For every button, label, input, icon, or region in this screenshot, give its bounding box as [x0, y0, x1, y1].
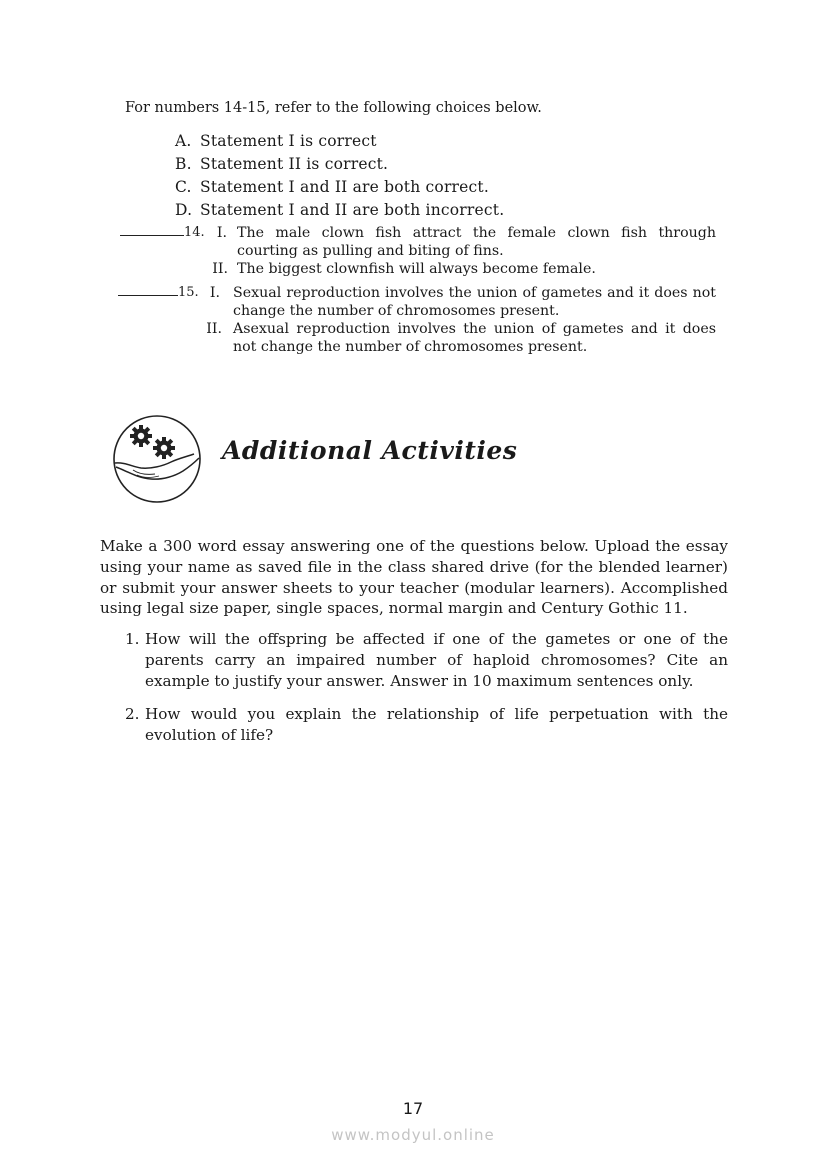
choice-letter: A.	[175, 132, 192, 150]
question-15-number	[118, 283, 199, 302]
q15-statement-2: Asexual reproduction involves the union of gametes and it does not change the number of chromosomes present.	[233, 321, 716, 355]
q14-statement-2: The biggest clownfish will always become female.	[237, 261, 596, 277]
choice-letter: D.	[175, 201, 193, 219]
instruction-intro: For numbers 14-15, refer to the following choices below.	[125, 100, 542, 116]
watermark: www.modyul.online	[331, 1126, 495, 1144]
question-14-number	[120, 223, 205, 242]
q14-roman-2: II.	[212, 261, 228, 277]
q15-roman-2: II.	[206, 321, 222, 337]
q14-roman-1: I.	[216, 225, 227, 241]
choice-text: Statement I is correct	[200, 132, 377, 150]
essay-question-2	[145, 704, 728, 746]
essay-question-text: How would you explain the relationship of life perpetuation with the evolution of life?	[145, 705, 728, 744]
choice-b	[175, 155, 388, 173]
choice-c	[175, 178, 489, 196]
q15-statement-1: Sexual reproduction involves the union of gametes and it does not change the number of chromosomes present.	[233, 285, 716, 319]
choice-text: Statement I and II are both incorrect.	[200, 201, 505, 219]
q14-statement-1: The male clown fish attract the female clown fish through courting as pulling and biting of fins.	[237, 225, 716, 259]
gears-in-hand-icon	[111, 414, 203, 504]
essay-question-1-number: 1.	[125, 630, 140, 648]
page-number: 17	[402, 1099, 424, 1118]
essay-question-1	[145, 629, 728, 692]
essay-instructions: Make a 300 word essay answering one of the questions below. Upload the essay using your name as saved file in the class shared drive (for the blended learner) or submit your answer sheets to your teacher (modular learners). Accomplished using legal size paper, single spaces, normal margin and Century Gothic 11.	[100, 537, 728, 618]
choice-letter: B.	[175, 155, 192, 173]
section-title: Additional Activities	[222, 436, 518, 465]
question-number: 15.	[178, 285, 199, 300]
essay-question-text: How will the offspring be affected if one of the gametes or one of the parents carry an impaired number of haploid chromosomes? Cite an example to justify your answer. Answer in 10 maximum sentences only.	[145, 630, 728, 690]
choice-text: Statement I and II are both correct.	[200, 178, 489, 196]
answer-blank[interactable]	[120, 223, 184, 236]
essay-question-2-number: 2.	[125, 705, 140, 723]
choice-letter: C.	[175, 178, 192, 196]
choice-d	[175, 201, 504, 219]
q15-roman-1: I.	[209, 285, 220, 301]
answer-blank[interactable]	[118, 283, 178, 296]
choice-text: Statement II is correct.	[200, 155, 389, 173]
question-number: 14.	[184, 225, 205, 240]
choice-a	[175, 132, 377, 150]
